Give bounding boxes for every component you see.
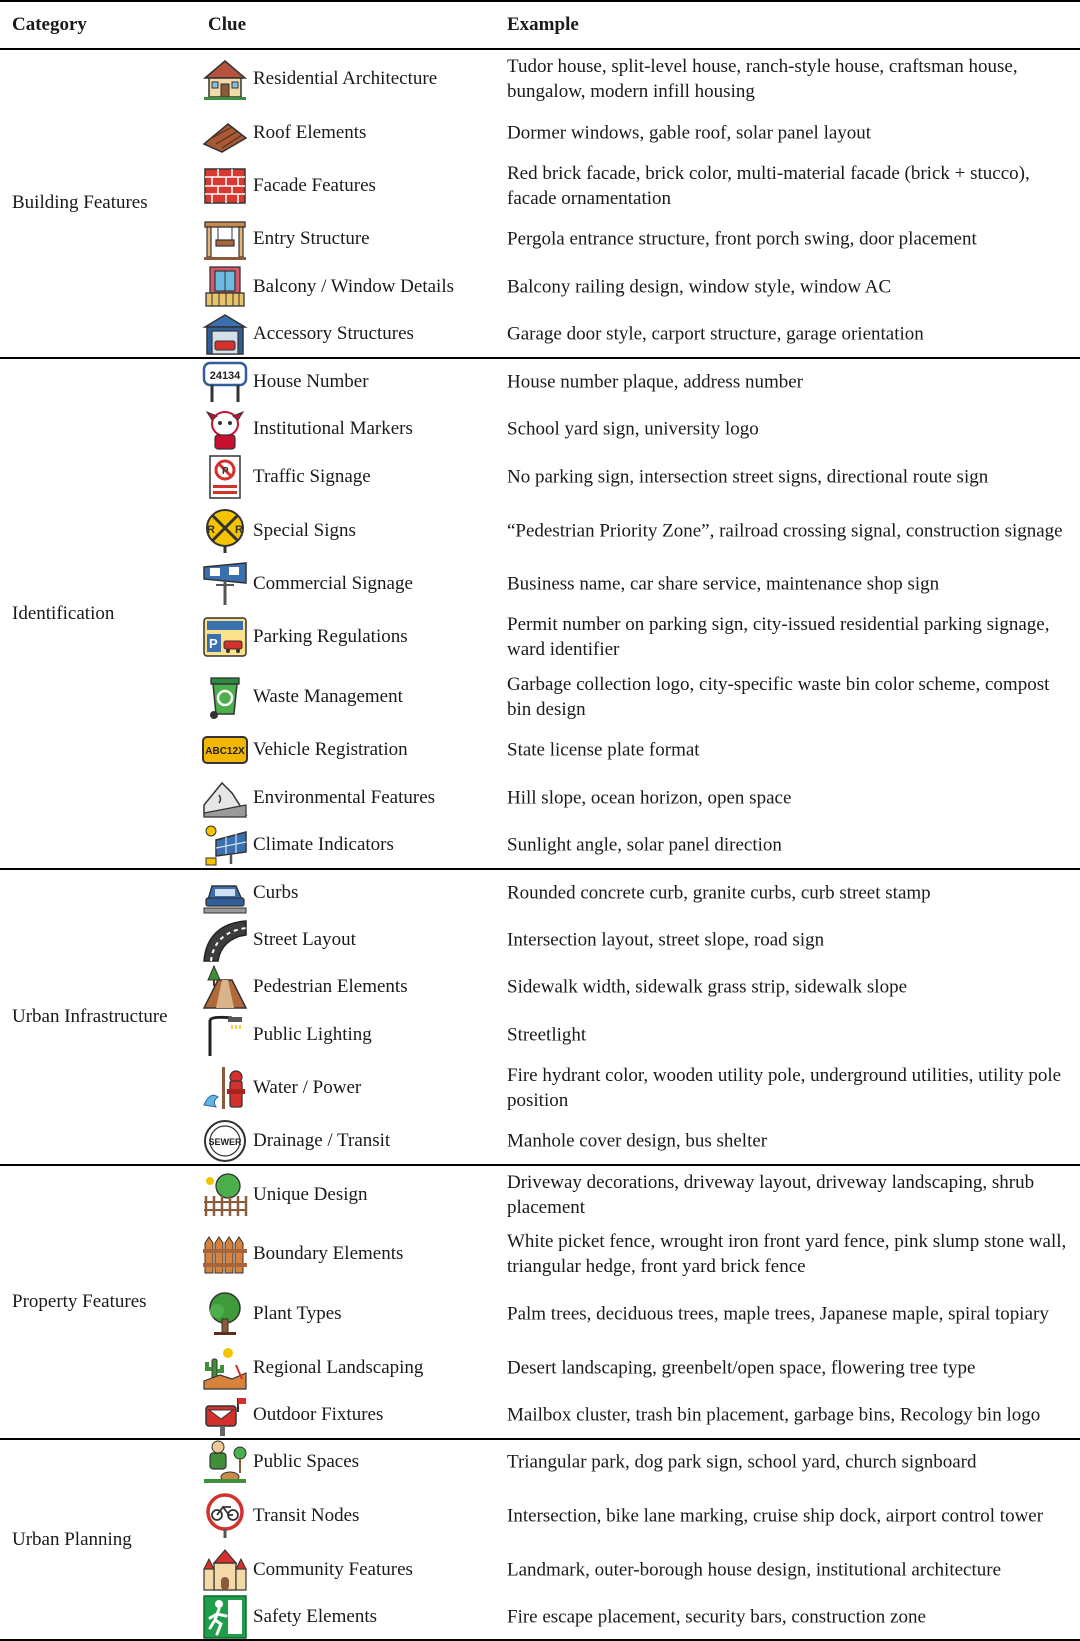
fire-hydrant-icon — [202, 1065, 248, 1111]
mascot-icon — [202, 406, 248, 452]
category-label: Building Features — [12, 192, 148, 213]
billboard-icon — [202, 561, 248, 607]
clue-label: House Number — [253, 371, 369, 392]
example-text: Landmark, outer-borough house design, institutional architecture — [507, 1559, 1002, 1581]
brick-wall-icon — [202, 163, 248, 209]
category-label: Property Features — [12, 1291, 147, 1312]
clue-label: Climate Indicators — [253, 834, 394, 855]
example-text: Streetlight — [507, 1024, 587, 1046]
table-rule — [0, 868, 1080, 870]
example-text: Rounded concrete curb, granite curbs, curb street stamp — [507, 882, 931, 904]
railroad-crossing-icon — [202, 508, 248, 554]
icon-lettering: ABC12X — [205, 746, 245, 757]
no-parking-sign-icon — [202, 454, 248, 500]
clue-label: Community Features — [253, 1559, 413, 1580]
table-rule — [0, 357, 1080, 359]
clue-label: Outdoor Fixtures — [253, 1404, 384, 1425]
clue-label: Street Layout — [253, 929, 356, 950]
header-example: Example — [507, 14, 579, 35]
streetlight-icon — [202, 1012, 248, 1058]
icon-lettering: SEWER — [208, 1137, 242, 1147]
example-text: Tudor house, split-level house, ranch-style house, craftsman house, bungalow, modern infill housing — [507, 56, 1018, 102]
category-label: Urban Infrastructure — [12, 1006, 168, 1027]
clue-label: Boundary Elements — [253, 1243, 404, 1264]
clue-label: Environmental Features — [253, 787, 436, 808]
table-rule — [0, 1438, 1080, 1440]
clue-label: Unique Design — [253, 1184, 368, 1205]
table-rule — [0, 0, 1080, 2]
desert-cactus-icon — [202, 1345, 248, 1391]
clue-label: Entry Structure — [253, 228, 370, 249]
recycle-bin-icon — [202, 674, 248, 720]
clue-label: Residential Architecture — [253, 68, 438, 89]
example-text: School yard sign, university logo — [507, 418, 759, 440]
example-text: “Pedestrian Priority Zone”, railroad crossing signal, construction signage — [507, 520, 1063, 542]
example-text: Sunlight angle, solar panel direction — [507, 834, 782, 856]
clue-label: Waste Management — [253, 686, 403, 707]
clue-label: Plant Types — [253, 1303, 342, 1324]
picket-fence-icon — [202, 1231, 248, 1277]
example-text: Triangular park, dog park sign, school yard, church signboard — [507, 1451, 977, 1473]
mailbox-icon — [202, 1392, 248, 1438]
garage-icon — [202, 311, 248, 357]
sidewalk-icon — [202, 964, 248, 1010]
example-text: Mailbox cluster, trash bin placement, garbage bins, Recology bin logo — [507, 1404, 1041, 1426]
license-plate-icon — [202, 727, 248, 773]
example-text: Fire escape placement, security bars, construction zone — [507, 1606, 926, 1628]
clue-label: Roof Elements — [253, 122, 367, 143]
example-text: Manhole cover design, bus shelter — [507, 1130, 768, 1152]
example-text: Palm trees, deciduous trees, maple trees, Japanese maple, spiral topiary — [507, 1303, 1049, 1325]
park-person-icon — [202, 1439, 248, 1485]
example-text: House number plaque, address number — [507, 371, 804, 393]
example-text: Pergola entrance structure, front porch swing, door placement — [507, 228, 977, 250]
example-text: Intersection, bike lane marking, cruise ship dock, airport control tower — [507, 1505, 1044, 1527]
clue-label: Accessory Structures — [253, 323, 414, 344]
example-text: Fire hydrant color, wooden utility pole, underground utilities, utility pole position — [507, 1065, 1062, 1111]
clue-label: Public Spaces — [253, 1451, 360, 1472]
example-text: Garage door style, carport structure, garage orientation — [507, 323, 924, 345]
house-icon — [202, 56, 248, 102]
castle-landmark-icon — [202, 1547, 248, 1593]
fire-exit-icon — [202, 1594, 248, 1640]
car-curb-icon — [202, 870, 248, 916]
example-text: No parking sign, intersection street signs, directional route sign — [507, 466, 989, 488]
clue-label: Commercial Signage — [253, 573, 413, 594]
clue-label: Facade Features — [253, 175, 376, 196]
header-category: Category — [12, 14, 87, 35]
clue-label: Pedestrian Elements — [253, 976, 408, 997]
table-rule — [0, 48, 1080, 50]
category-label: Urban Planning — [12, 1529, 132, 1550]
hill-slope-icon — [202, 775, 248, 821]
clue-label: Balcony / Window Details — [253, 276, 454, 297]
house-number-plaque-icon — [202, 359, 248, 405]
tree-icon — [202, 1291, 248, 1337]
example-text: Business name, car share service, maintenance shop sign — [507, 573, 940, 595]
bike-lane-sign-icon — [202, 1493, 248, 1539]
icon-lettering: 24134 — [209, 370, 241, 382]
example-text: Hill slope, ocean horizon, open space — [507, 787, 792, 809]
clue-label: Traffic Signage — [253, 466, 371, 487]
roof-icon — [202, 110, 248, 156]
example-text: Driveway decorations, driveway layout, driveway landscaping, shrub placement — [507, 1172, 1035, 1218]
category-label: Identification — [12, 603, 115, 624]
clue-label: Institutional Markers — [253, 418, 413, 439]
solar-panel-icon — [202, 822, 248, 868]
clue-label: Safety Elements — [253, 1606, 377, 1627]
example-text: Garbage collection logo, city-specific waste bin color scheme, compost bin design — [507, 674, 1050, 720]
clue-label: Public Lighting — [253, 1024, 372, 1045]
clue-label: Transit Nodes — [253, 1505, 360, 1526]
example-text: Intersection layout, street slope, road sign — [507, 929, 825, 951]
clue-label: Curbs — [253, 882, 299, 903]
parking-sign-icon — [202, 614, 248, 660]
clue-label: Regional Landscaping — [253, 1357, 424, 1378]
header-clue: Clue — [208, 14, 246, 35]
balcony-icon — [202, 264, 248, 310]
clue-label: Water / Power — [253, 1077, 362, 1098]
manhole-cover-icon — [202, 1118, 248, 1164]
example-text: White picket fence, wrought iron front yard fence, pink slump stone wall, triangular hedge, front yard brick fence — [507, 1231, 1067, 1277]
example-text: Sidewalk width, sidewalk grass strip, sidewalk slope — [507, 976, 908, 998]
example-text: Dormer windows, gable roof, solar panel layout — [507, 122, 872, 144]
clue-label: Vehicle Registration — [253, 739, 408, 760]
clue-label: Drainage / Transit — [253, 1130, 391, 1151]
example-text: Desert landscaping, greenbelt/open space, flowering tree type — [507, 1357, 976, 1379]
garden-fence-icon — [202, 1172, 248, 1218]
example-text: Permit number on parking sign, city-issued residential parking signage, ward identifier — [507, 614, 1050, 660]
example-text: Balcony railing design, window style, window AC — [507, 276, 892, 298]
clue-label: Special Signs — [253, 520, 356, 541]
porch-icon — [202, 216, 248, 262]
example-text: State license plate format — [507, 739, 700, 761]
clue-label: Parking Regulations — [253, 626, 408, 647]
table-rule — [0, 1164, 1080, 1166]
example-text: Red brick facade, brick color, multi-material facade (brick + stucco), facade ornamentation — [507, 163, 1030, 209]
road-curve-icon — [202, 917, 248, 963]
